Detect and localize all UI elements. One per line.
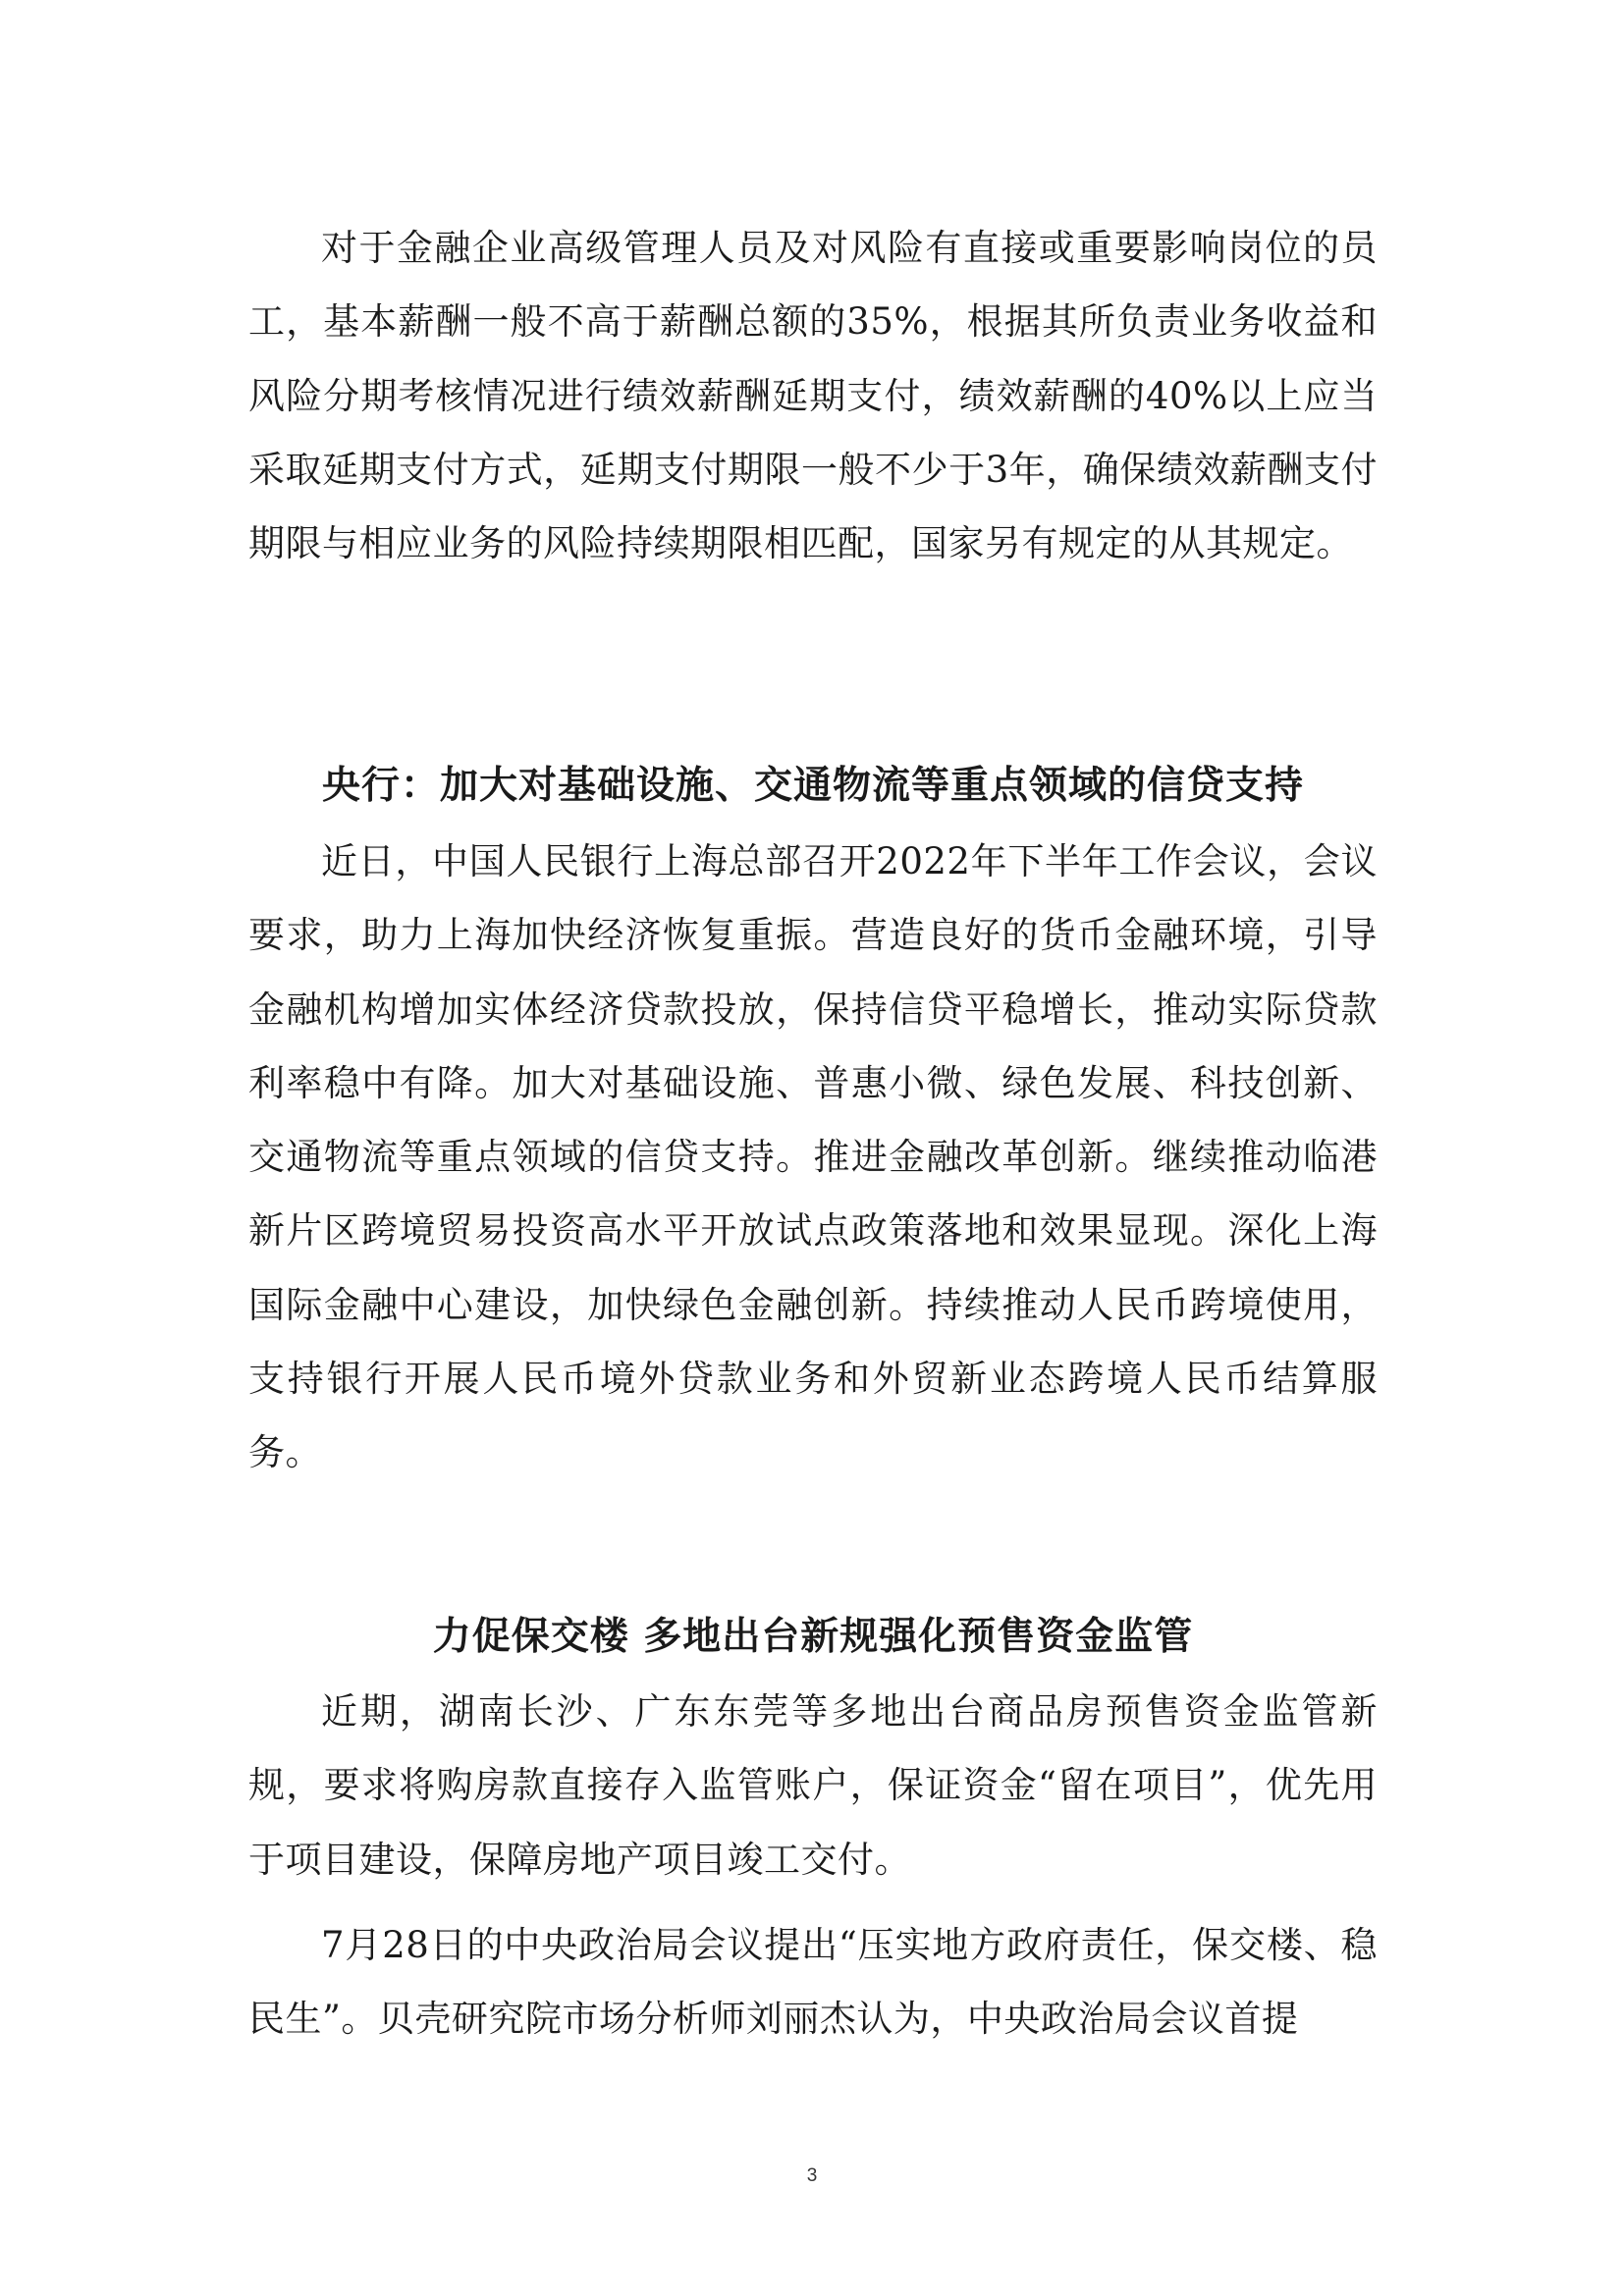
paragraph-presale-fund-rules: 近期，湖南长沙、广东东莞等多地出台商品房预售资金监管新规，要求将购房款直接存入监管账户，保证资金“留在项目”，优先用于项目建设，保障房地产项目竣工交付。 <box>248 1690 1378 1881</box>
paragraph-compensation-policy: 对于金融企业高级管理人员及对风险有直接或重要影响岗位的员工，基本薪酬一般不高于薪酬总额的35%，根据其所负责业务收益和风险分期考核情况进行绩效薪酬延期支付，绩效薪酬的40%以上应当采取延期支付方式，延期支付期限一般不少于3年，确保绩效薪酬支付期限与相应业务的风险持续期限相匹配，国家另有规定的从其规定。 <box>248 227 1378 565</box>
section-heading-presale-fund-supervision: 力促保交楼 多地出台新规强化预售资金监管 <box>432 1614 1194 1659</box>
page-number: 3 <box>806 2165 818 2186</box>
paragraph-pboc-shanghai-meeting: 近日，中国人民银行上海总部召开2022年下半年工作会议，会议要求，助力上海加快经济恢复重振。营造良好的货币金融环境，引导金融机构增加实体经济贷款投放，保持信贷平稳增长，推动实际贷款利率稳中有降。加大对基础设施、普惠小微、绿色发展、科技创新、交通物流等重点领域的信贷支持。推进金融改革创新。继续推动临港新片区跨境贸易投资高水平开放试点政策落地和效果显现。深化上海国际金融中心建设，加快绿色金融创新。持续推动人民币跨境使用，支持银行开展人民币境外贷款业务和外贸新业态跨境人民币结算服务。 <box>248 840 1378 1474</box>
paragraph-politburo-meeting: 7月28日的中央政治局会议提出“压实地方政府责任，保交楼、稳民生”。贝壳研究院市场分析师刘丽杰认为，中央政治局会议首提 <box>248 1924 1378 2041</box>
section-heading-pboc-credit-support: 央行：加大对基础设施、交通物流等重点领域的信贷支持 <box>321 763 1304 808</box>
